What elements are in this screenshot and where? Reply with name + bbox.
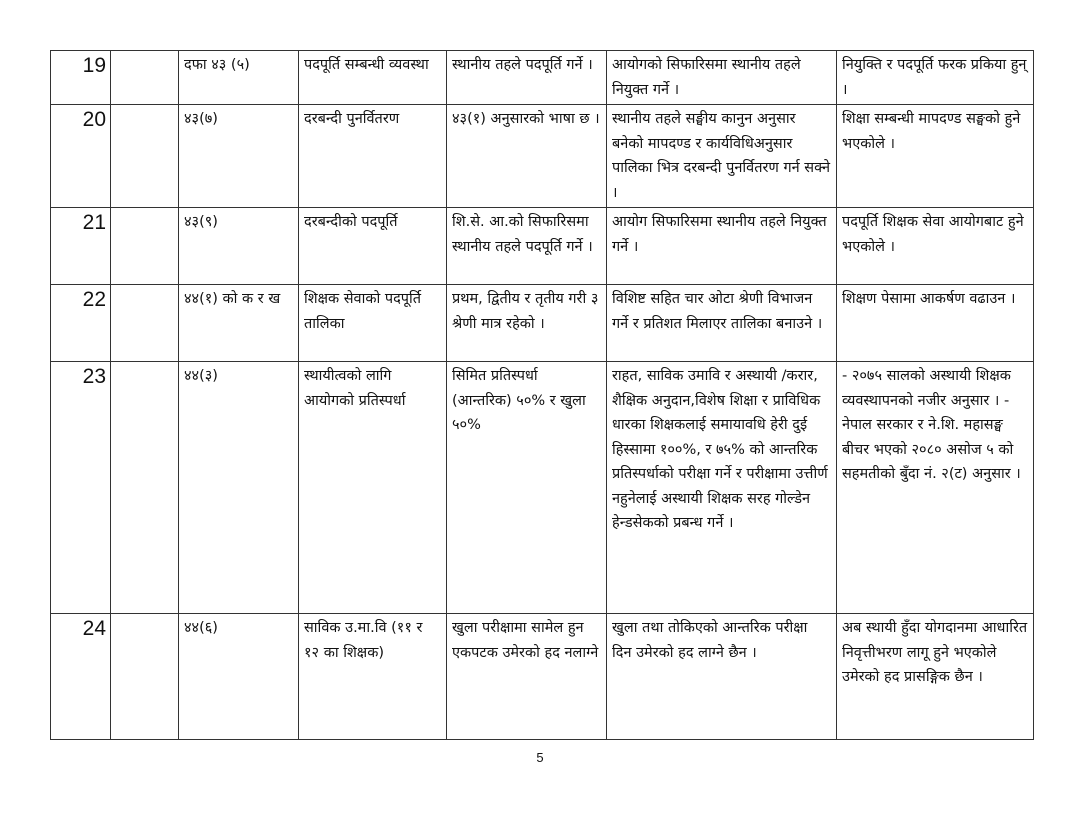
section-cell: ४३(७)	[179, 105, 299, 208]
table-row	[51, 285, 1034, 362]
subject-cell: साविक उ.मा.वि (११ र १२ का शिक्षक)	[299, 614, 447, 740]
reason-cell: अब स्थायी हुँदा योगदानमा आधारित निवृत्तीभरण लागू हुने भएकोले उमेरको हद प्रासङ्गिक छैन ।	[837, 614, 1034, 740]
table-row	[51, 362, 1034, 614]
section-cell: ४४(६)	[179, 614, 299, 740]
recommendation-cell: आयोगको सिफारिसमा स्थानीय तहले नियुक्त गर्ने ।	[607, 51, 837, 105]
recommendation-cell: विशिष्ट सहित चार ओटा श्रेणी विभाजन गर्ने र प्रतिशत मिलाएर तालिका बनाउने ।	[607, 285, 837, 362]
subject-cell: स्थायीत्वको लागि आयोगको प्रतिस्पर्धा	[299, 362, 447, 614]
subject-cell: पदपूर्ति सम्बन्धी व्यवस्था	[299, 51, 447, 105]
recommendation-cell: स्थानीय तहले सङ्घीय कानुन अनुसार बनेको मापदण्ड र कार्यविधिअनुसार पालिका भित्र दरबन्दी पुनर्वितरण गर्न सक्ने ।	[607, 105, 837, 208]
table-row	[51, 105, 1034, 208]
recommendation-cell: राहत, साविक उमावि र अस्थायी /करार, शैक्षिक अनुदान,विशेष शिक्षा र प्राविधिक धारका शिक्षकलाई समायावधि हेरी दुई हिस्सामा १००%, र ७५% को आन्तरिक प्रतिस्पर्धाको परीक्षा गर्ने र परीक्षामा उत्तीर्ण नहुनेलाई अस्थायी शिक्षक सरह गोल्डेन हेन्डसेकको प्रबन्ध गर्ने ।	[607, 362, 837, 614]
row-number-cell: 20	[51, 105, 111, 208]
blank-cell	[111, 285, 179, 362]
provision-cell: प्रथम, द्वितीय र तृतीय गरी ३ श्रेणी मात्र रहेको ।	[447, 285, 607, 362]
table-row	[51, 614, 1034, 740]
row-number-cell: 24	[51, 614, 111, 740]
row-number-cell: 23	[51, 362, 111, 614]
table-row	[51, 51, 1034, 105]
section-cell: ४४(१) को क र ख	[179, 285, 299, 362]
row-number-cell: 21	[51, 208, 111, 285]
row-number-cell: 22	[51, 285, 111, 362]
provision-cell: सिमित प्रतिस्पर्धा (आन्तरिक) ५०% र खुला ५०%	[447, 362, 607, 614]
reason-cell: पदपूर्ति शिक्षक सेवा आयोगबाट हुने भएकोले ।	[837, 208, 1034, 285]
provision-cell: ४३(१) अनुसारको भाषा छ ।	[447, 105, 607, 208]
reason-cell: - २०७५ सालको अस्थायी शिक्षक व्यवस्थापनको नजीर अनुसार । - नेपाल सरकार र ने.शि. महासङ्घ बीचर भएको २०८० असोज ५ को सहमतीको बुँदा नं. २(ट) अनुसार ।	[837, 362, 1034, 614]
blank-cell	[111, 105, 179, 208]
blank-cell	[111, 362, 179, 614]
subject-cell: दरबन्दी पुनर्वितरण	[299, 105, 447, 208]
document-table	[50, 50, 1034, 740]
table-row	[51, 208, 1034, 285]
subject-cell: दरबन्दीको पदपूर्ति	[299, 208, 447, 285]
reason-cell: शिक्षा सम्बन्धी मापदण्ड सङ्घको हुने भएकोले ।	[837, 105, 1034, 208]
blank-cell	[111, 51, 179, 105]
blank-cell	[111, 208, 179, 285]
section-cell: दफा ४३ (५)	[179, 51, 299, 105]
section-cell: ४३(९)	[179, 208, 299, 285]
provision-cell: शि.से. आ.को सिफारिसमा स्थानीय तहले पदपूर्ति गर्ने ।	[447, 208, 607, 285]
page-number: 5	[536, 750, 544, 765]
provision-cell: खुला परीक्षामा सामेल हुन एकपटक उमेरको हद नलाग्ने	[447, 614, 607, 740]
subject-cell: शिक्षक सेवाको पदपूर्ति तालिका	[299, 285, 447, 362]
provision-cell: स्थानीय तहले पदपूर्ति गर्ने ।	[447, 51, 607, 105]
recommendation-cell: आयोग सिफारिसमा स्थानीय तहले नियुक्त गर्ने ।	[607, 208, 837, 285]
reason-cell: शिक्षण पेसामा आकर्षण वढाउन ।	[837, 285, 1034, 362]
row-number-cell: 19	[51, 51, 111, 105]
section-cell: ४४(३)	[179, 362, 299, 614]
blank-cell	[111, 614, 179, 740]
reason-cell: नियुक्ति र पदपूर्ति फरक प्रकिया हुन् ।	[837, 51, 1034, 105]
recommendation-cell: खुला तथा तोकिएको आन्तरिक परीक्षा दिन उमेरको हद लाग्ने छैन ।	[607, 614, 837, 740]
